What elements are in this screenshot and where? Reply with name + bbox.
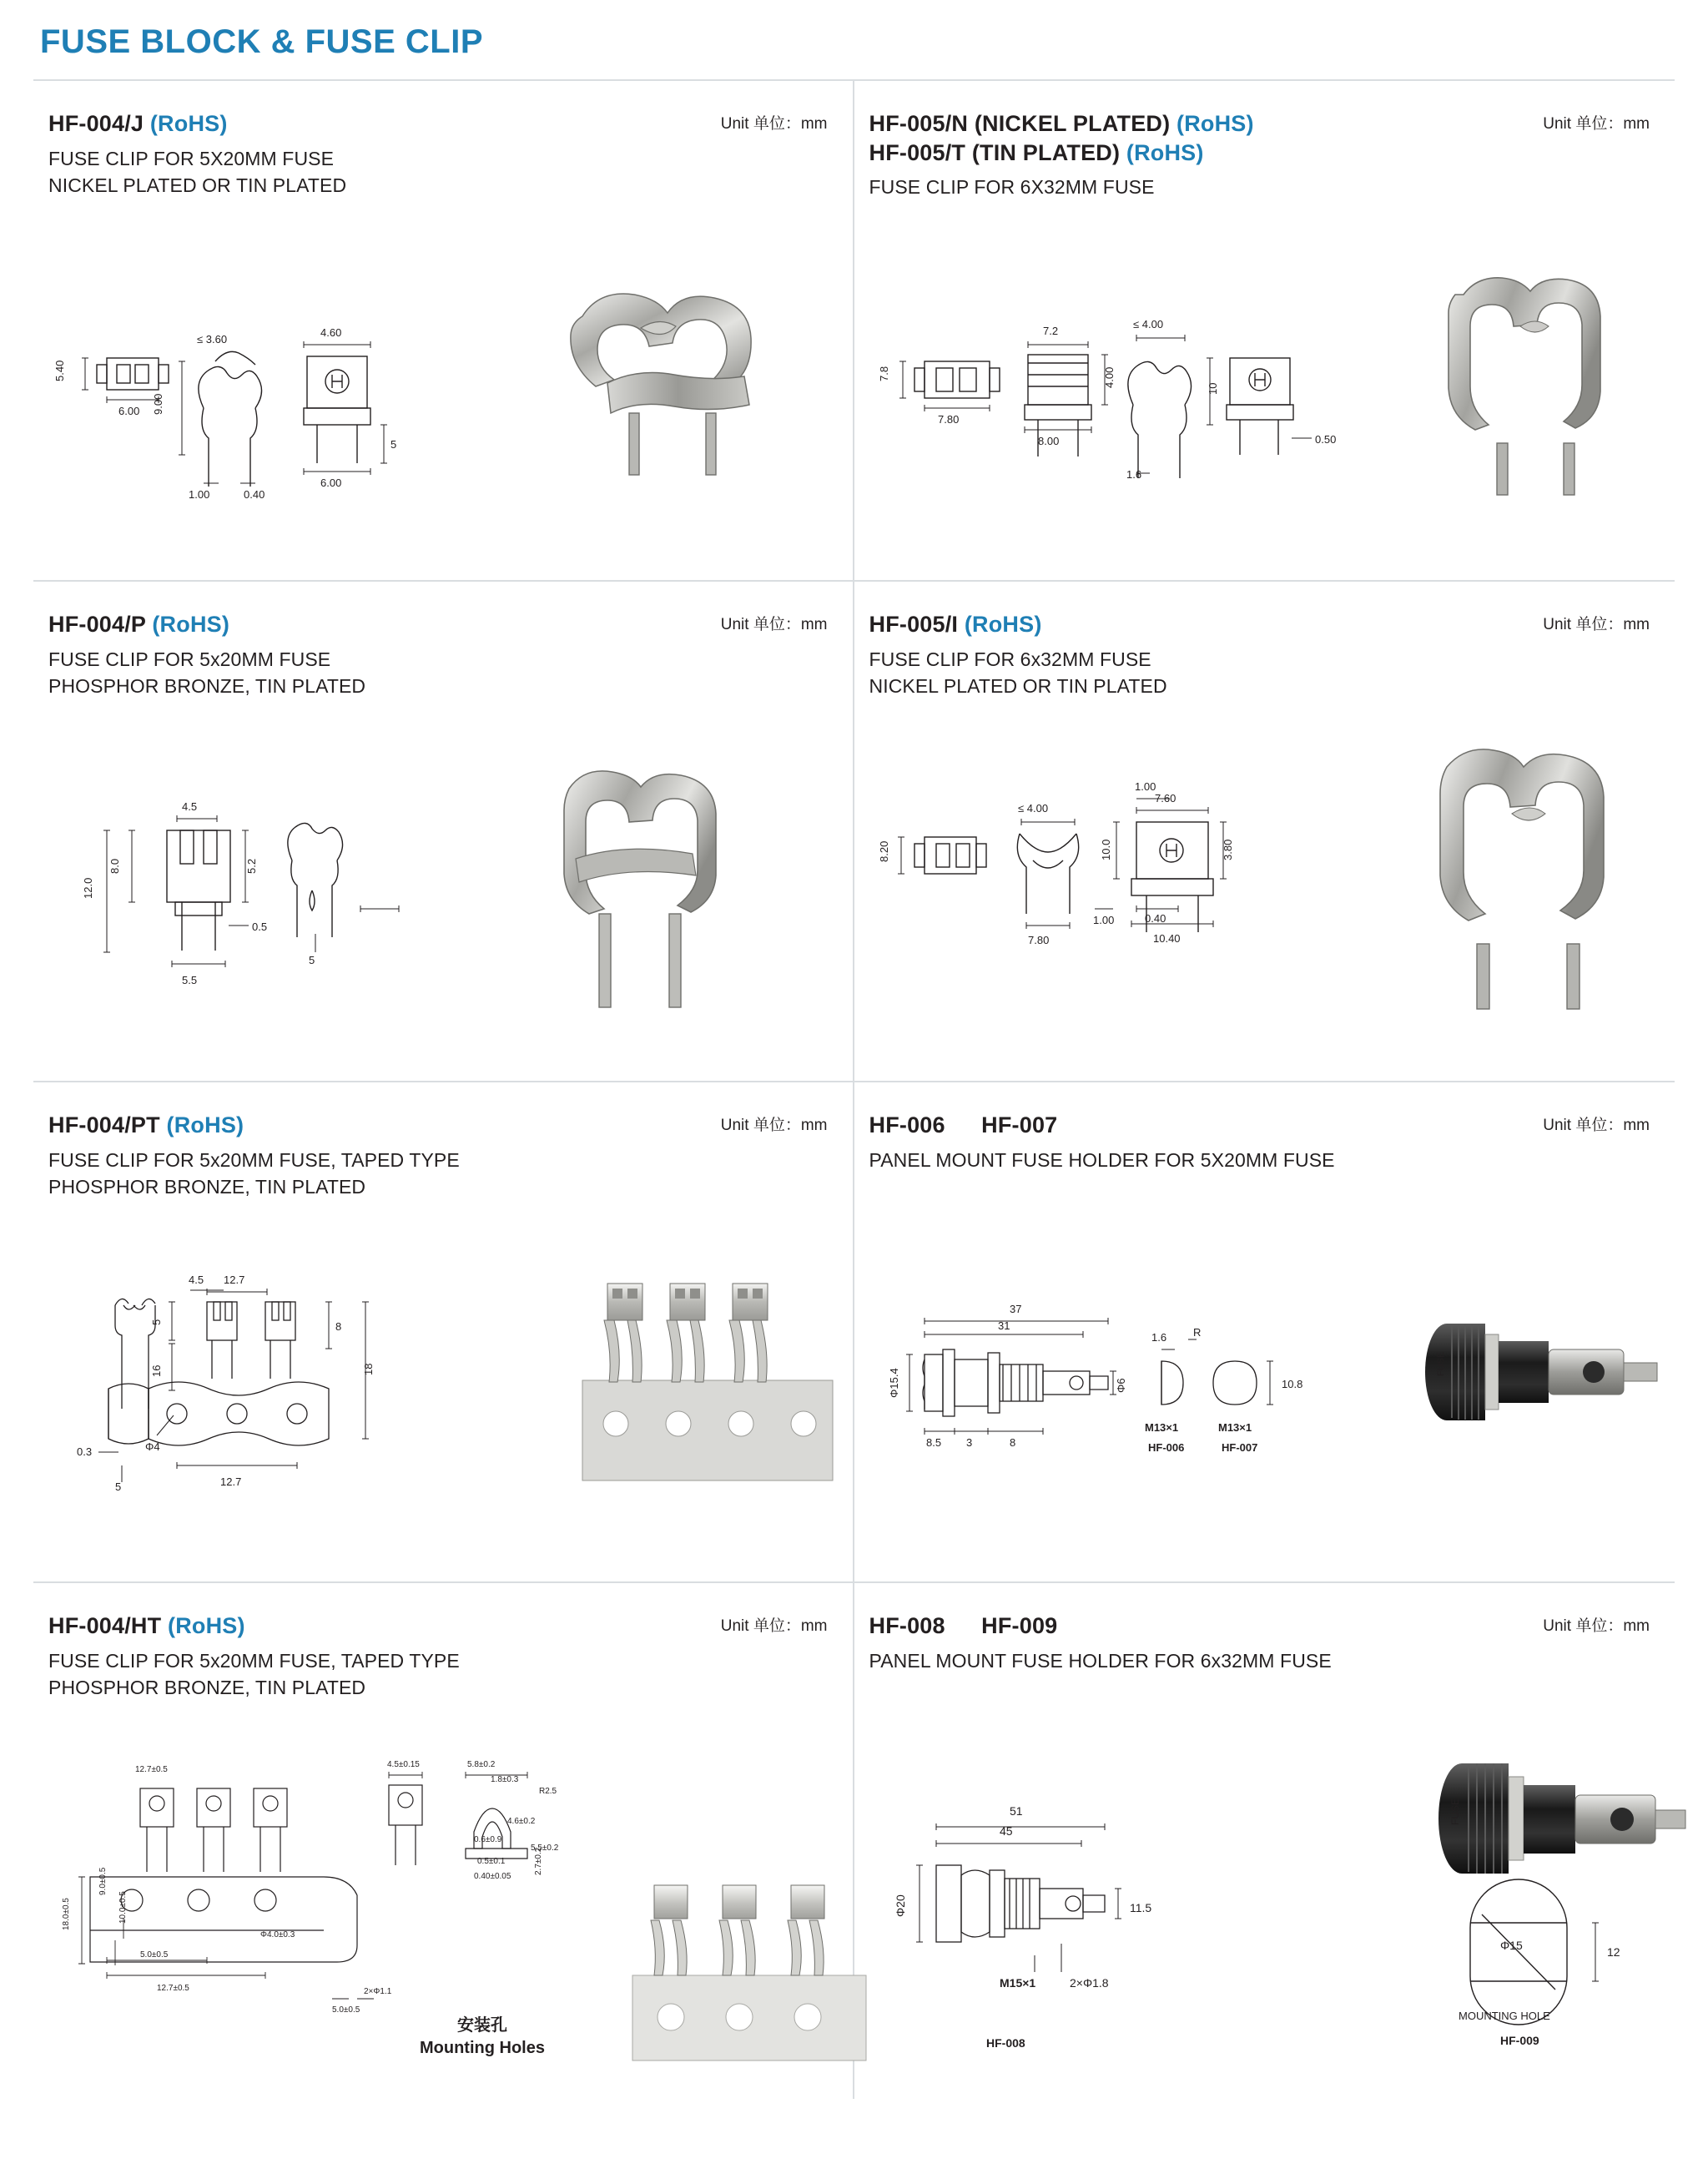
thread-label: M13×1 bbox=[1217, 1421, 1252, 1434]
dim-label: 8.5 bbox=[925, 1436, 941, 1449]
dim-label: 0.40 bbox=[1144, 912, 1166, 925]
model-title bbox=[48, 109, 831, 139]
product-photo bbox=[1420, 250, 1645, 500]
dim-label: 18 bbox=[362, 1363, 375, 1375]
dim-label: 2×Φ1.8 bbox=[1069, 1976, 1109, 1990]
thread-label: M13×1 bbox=[1144, 1421, 1178, 1434]
figure-area bbox=[869, 725, 1654, 1059]
description-line: FUSE CLIP FOR 5X20MM FUSE bbox=[48, 147, 335, 169]
model-code: HF-004/HT bbox=[48, 1613, 162, 1638]
model-code-2: HF-009 bbox=[981, 1613, 1058, 1638]
mounting-holes-caption bbox=[382, 2015, 582, 2060]
description-line: NICKEL PLATED OR TIN PLATED bbox=[869, 675, 1167, 698]
dim-label: 0.5±0.1 bbox=[477, 1857, 506, 1866]
dim-label: 5.8±0.2 bbox=[467, 1760, 496, 1769]
product-photo bbox=[632, 1877, 866, 2060]
dim-label: 9.00 bbox=[152, 393, 164, 415]
dim-label: 31 bbox=[997, 1319, 1010, 1332]
dim-label: 12 bbox=[1606, 1945, 1620, 1959]
dim-label: 0.40±0.05 bbox=[474, 1872, 511, 1881]
dim-label: R2.5 bbox=[539, 1787, 557, 1796]
dim-label: 1.6 bbox=[1151, 1331, 1166, 1344]
dim-label: 12.7 bbox=[220, 1475, 242, 1488]
model-title-2 bbox=[869, 139, 1654, 168]
unit-label: Unit 单位：mm bbox=[720, 616, 828, 633]
dim-label: 5.5±0.2 bbox=[531, 1844, 559, 1853]
figure-area bbox=[48, 224, 831, 558]
unit-label: Unit 单位：mm bbox=[720, 1117, 828, 1134]
dim-label: 8.00 bbox=[1037, 435, 1059, 447]
model-code: HF-004/J bbox=[48, 111, 144, 136]
dim-label: ≤ 4.00 bbox=[1132, 318, 1163, 330]
figure-area bbox=[48, 1727, 831, 2077]
dim-label: 10 bbox=[1206, 382, 1219, 395]
rohs-badge: (RoHS) bbox=[152, 612, 230, 637]
dim-label: 10.8 bbox=[1281, 1378, 1302, 1390]
description-line: PHOSPHOR BRONZE, TIN PLATED bbox=[48, 675, 366, 698]
model-title bbox=[869, 610, 1654, 639]
svg-text:FUSE: FUSE bbox=[1449, 1798, 1461, 1825]
dim-label: 7.60 bbox=[1154, 792, 1176, 805]
dim-label: 45 bbox=[999, 1824, 1013, 1838]
dim-label: 5.40 bbox=[53, 360, 66, 381]
dim-label: Φ4 bbox=[145, 1440, 160, 1453]
mounting-holes-cn: 安装孔 bbox=[457, 2016, 507, 2035]
product-description bbox=[48, 1647, 831, 1702]
dim-label: 5.0±0.5 bbox=[140, 1950, 169, 1960]
product-cell-hf-005-i bbox=[854, 582, 1675, 1082]
product-cell-hf-006-007 bbox=[854, 1082, 1675, 1583]
product-cell-hf-008-009 bbox=[854, 1583, 1675, 2099]
dim-label: 10.0 bbox=[1099, 839, 1112, 860]
dim-label: 1.00 bbox=[189, 488, 210, 501]
technical-drawing bbox=[65, 1272, 566, 1531]
dim-label: 12.7 bbox=[224, 1274, 245, 1286]
page-header bbox=[33, 15, 1675, 81]
dim-label: ≤ 3.60 bbox=[197, 333, 228, 346]
dim-label: 0.50 bbox=[1314, 433, 1336, 446]
dim-label: 37 bbox=[1009, 1303, 1021, 1315]
description-line: FUSE CLIP FOR 5x20MM FUSE, TAPED TYPE bbox=[48, 1148, 460, 1171]
dim-label: 7.8 bbox=[877, 366, 890, 381]
technical-drawing bbox=[886, 1284, 1387, 1518]
cell-header bbox=[48, 610, 831, 710]
figure-area bbox=[48, 1226, 831, 1560]
model-title bbox=[869, 1111, 1654, 1140]
dim-label: 6.00 bbox=[320, 477, 342, 489]
dim-label: 0.5 bbox=[252, 921, 268, 933]
product-description bbox=[48, 1147, 831, 1201]
dim-label: 4.6±0.2 bbox=[507, 1817, 536, 1826]
dim-label: Φ15.4 bbox=[887, 1368, 900, 1398]
dim-label: 4.60 bbox=[320, 326, 342, 339]
dim-label: 2.7±0.2 bbox=[534, 1847, 543, 1875]
product-photo bbox=[549, 258, 791, 500]
description-line: PANEL MOUNT FUSE HOLDER FOR 5X20MM FUSE bbox=[869, 1148, 1335, 1171]
dim-label: 7.80 bbox=[1027, 934, 1049, 946]
product-photo bbox=[1412, 734, 1645, 1017]
product-cell-hf-005-n-t bbox=[854, 81, 1675, 582]
figure-area bbox=[48, 725, 831, 1059]
product-description bbox=[48, 145, 831, 199]
page-title: FUSE BLOCK & FUSE CLIP bbox=[40, 23, 484, 60]
product-description bbox=[869, 174, 1654, 201]
dim-label: 1.8±0.3 bbox=[491, 1775, 519, 1784]
description-line: FUSE CLIP FOR 5x20MM FUSE bbox=[48, 648, 331, 670]
dim-label: 0.3 bbox=[77, 1445, 93, 1458]
dim-label: Φ4.0±0.3 bbox=[260, 1930, 295, 1939]
model-title bbox=[48, 1612, 831, 1641]
product-description bbox=[869, 1147, 1654, 1174]
cell-header bbox=[48, 1111, 831, 1211]
description-line: FUSE CLIP FOR 6x32MM FUSE bbox=[869, 648, 1151, 670]
dim-label: 2×Φ1.1 bbox=[364, 1987, 392, 1996]
unit-label: Unit 单位：mm bbox=[1543, 115, 1650, 133]
dim-label: 4.5±0.15 bbox=[387, 1760, 420, 1769]
unit-label: Unit 单位：mm bbox=[1543, 1117, 1650, 1134]
dim-label: 16 bbox=[150, 1364, 163, 1377]
description-line: FUSE CLIP FOR 6X32MM FUSE bbox=[869, 176, 1155, 199]
technical-drawing bbox=[877, 275, 1387, 517]
dim-label: 51 bbox=[1009, 1804, 1023, 1818]
sub-caption: HF-009 bbox=[1499, 2034, 1539, 2047]
unit-label: Unit 单位：mm bbox=[720, 1617, 828, 1635]
model-code: HF-005/T (TIN PLATED) bbox=[869, 139, 1121, 165]
model-code-2: HF-007 bbox=[981, 1112, 1058, 1137]
dim-label: R bbox=[1192, 1326, 1201, 1339]
sub-caption: HF-008 bbox=[985, 2036, 1025, 2050]
dim-label: 1.6 bbox=[1126, 468, 1141, 481]
dim-label: 4.5 bbox=[189, 1274, 204, 1286]
product-description bbox=[48, 646, 831, 700]
product-grid bbox=[33, 81, 1675, 2099]
dim-label: 8 bbox=[335, 1320, 342, 1333]
model-code: HF-006 bbox=[869, 1112, 945, 1137]
thread-label: M15×1 bbox=[999, 1976, 1035, 1990]
technical-drawing bbox=[73, 784, 507, 1017]
product-photo bbox=[532, 742, 741, 1017]
cell-header bbox=[869, 610, 1654, 710]
dim-label: 12.0 bbox=[82, 877, 94, 899]
dim-label: 5 bbox=[390, 438, 397, 451]
dim-label: 5.2 bbox=[245, 858, 258, 874]
product-cell-hf-004-j bbox=[33, 81, 854, 582]
model-code: HF-005/N (NICKEL PLATED) bbox=[869, 111, 1171, 136]
dim-label: Φ15 bbox=[1499, 1939, 1523, 1952]
technical-drawing bbox=[894, 1777, 1362, 2060]
dim-label: 5 bbox=[115, 1480, 122, 1493]
dim-label: 6.00 bbox=[118, 405, 140, 417]
dim-label: 5 bbox=[150, 1319, 163, 1325]
rohs-badge: (RoHS) bbox=[166, 1112, 244, 1137]
model-code: HF-008 bbox=[869, 1613, 945, 1638]
unit-label: Unit 单位：mm bbox=[720, 115, 828, 133]
rohs-badge: (RoHS) bbox=[1176, 111, 1254, 136]
cell-header bbox=[48, 109, 831, 209]
model-title bbox=[48, 610, 831, 639]
dim-label: 5 bbox=[309, 954, 315, 966]
dim-label: 4.5 bbox=[182, 800, 198, 813]
dim-label: 10.0±0.5 bbox=[118, 1891, 128, 1924]
model-title bbox=[869, 109, 1654, 139]
rohs-badge: (RoHS) bbox=[149, 111, 228, 136]
product-photo bbox=[582, 1272, 833, 1497]
dim-label: 7.2 bbox=[1042, 325, 1058, 337]
dim-label: 8 bbox=[1009, 1436, 1015, 1449]
dim-label: 5.5 bbox=[182, 974, 198, 986]
description-line: PHOSPHOR BRONZE, TIN PLATED bbox=[48, 1176, 366, 1198]
dim-label: 10.40 bbox=[1152, 932, 1181, 945]
mounting-holes-en: Mounting Holes bbox=[420, 2039, 545, 2057]
dim-label: 5.0±0.5 bbox=[332, 2005, 360, 2015]
svg-text:FUSE: FUSE bbox=[1435, 1351, 1446, 1376]
description-line: NICKEL PLATED OR TIN PLATED bbox=[48, 174, 347, 197]
figure-area bbox=[869, 1226, 1654, 1560]
rohs-badge: (RoHS) bbox=[168, 1613, 245, 1638]
dim-label: 0.40 bbox=[244, 488, 265, 501]
dim-label: 18.0±0.5 bbox=[62, 1898, 71, 1930]
product-cell-hf-004-ht bbox=[33, 1583, 854, 2099]
product-description bbox=[869, 646, 1654, 700]
cell-header bbox=[869, 109, 1654, 209]
sub-caption: HF-007 bbox=[1221, 1441, 1257, 1454]
dim-label: 7.80 bbox=[937, 413, 959, 426]
unit-label: Unit 单位：mm bbox=[1543, 616, 1650, 633]
figure-area bbox=[869, 224, 1654, 558]
figure-area bbox=[869, 1727, 1654, 2077]
mounting-hole-drawing bbox=[1420, 1889, 1670, 2065]
model-code: HF-004/PT bbox=[48, 1112, 160, 1137]
dim-label: 8.0 bbox=[108, 858, 121, 874]
model-code: HF-004/P bbox=[48, 612, 146, 637]
description-line: PHOSPHOR BRONZE, TIN PLATED bbox=[48, 1677, 366, 1699]
dim-label: 12.7±0.5 bbox=[135, 1765, 168, 1774]
dim-label: 4.00 bbox=[1102, 366, 1116, 388]
technical-drawing bbox=[877, 780, 1387, 1017]
rohs-badge: (RoHS) bbox=[964, 612, 1042, 637]
dim-label: 8.20 bbox=[877, 840, 890, 862]
product-description bbox=[869, 1647, 1654, 1675]
dim-label: 0.6±0.9 bbox=[474, 1835, 502, 1844]
cell-header bbox=[869, 1612, 1654, 1712]
cell-header bbox=[48, 1612, 831, 1712]
dim-label: 3.80 bbox=[1221, 839, 1234, 860]
dim-label: 11.5 bbox=[1129, 1901, 1151, 1914]
product-cell-hf-004-pt bbox=[33, 1082, 854, 1583]
mounting-hole-label: MOUNTING HOLE bbox=[1458, 2010, 1550, 2022]
dim-label: 1.00 bbox=[1092, 914, 1114, 926]
model-title bbox=[48, 1111, 831, 1140]
model-code: HF-005/I bbox=[869, 612, 959, 637]
product-cell-hf-004-p bbox=[33, 582, 854, 1082]
product-photo bbox=[1412, 1735, 1687, 1902]
dim-label: ≤ 4.00 bbox=[1017, 802, 1048, 815]
product-photo bbox=[1395, 1276, 1670, 1468]
description-line: FUSE CLIP FOR 5x20MM FUSE, TAPED TYPE bbox=[48, 1649, 460, 1672]
unit-label: Unit 单位：mm bbox=[1543, 1617, 1650, 1635]
technical-drawing bbox=[53, 275, 524, 517]
description-line: PANEL MOUNT FUSE HOLDER FOR 6x32MM FUSE bbox=[869, 1649, 1332, 1672]
dim-label: Φ20 bbox=[893, 1894, 907, 1917]
model-title bbox=[869, 1612, 1654, 1641]
dim-label: 3 bbox=[965, 1436, 972, 1449]
dim-label: 12.7±0.5 bbox=[157, 1984, 189, 1993]
dim-label: 1.00 bbox=[1134, 780, 1156, 793]
rohs-badge: (RoHS) bbox=[1126, 139, 1204, 165]
sub-caption: HF-006 bbox=[1147, 1441, 1184, 1454]
dim-label: 9.0±0.5 bbox=[98, 1867, 108, 1895]
dim-label: Φ6 bbox=[1114, 1378, 1127, 1393]
cell-header bbox=[869, 1111, 1654, 1211]
